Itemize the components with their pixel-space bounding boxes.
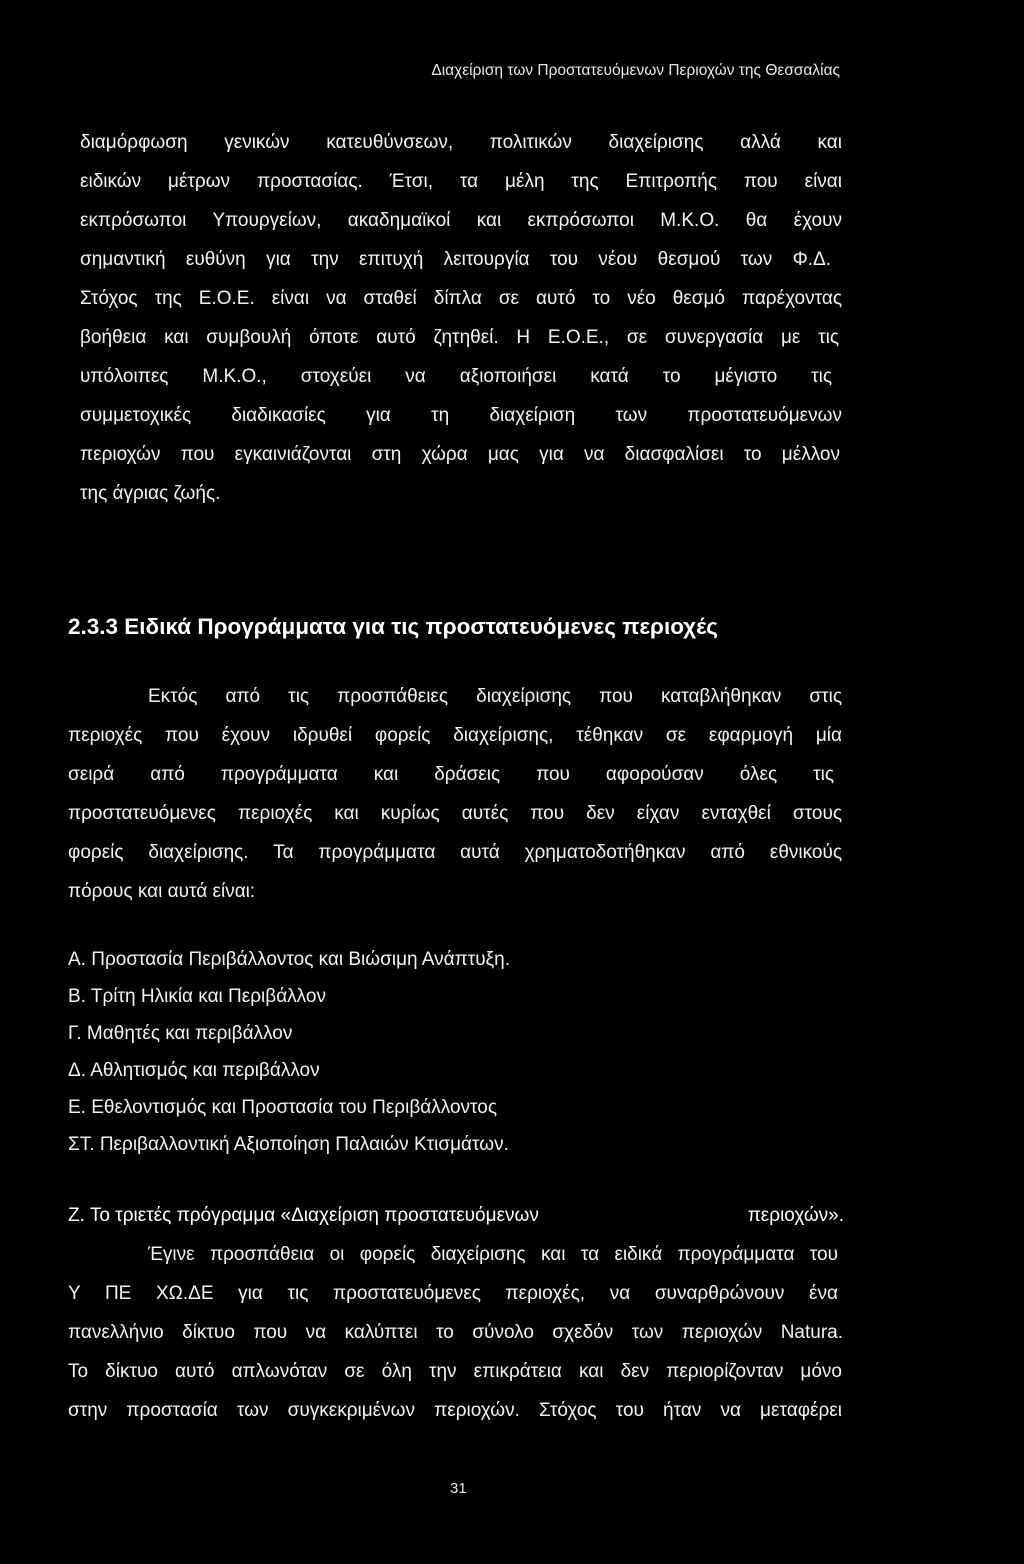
paragraph3-line-5: στην προστασία των συγκεκριμένων περιοχών. Στόχος του ήταν να μεταφέρει bbox=[68, 1400, 842, 1421]
paragraph2-line-2: περιοχές που έχουν ιδρυθεί φορείς διαχείρισης, τέθηκαν σε εφαρμογή μία bbox=[68, 725, 842, 746]
paragraph1-line-9: περιοχών που εγκαινιάζονται στη χώρα μας για να διασφαλίσει το μέλλον bbox=[80, 444, 840, 465]
paragraph2-line-1: Εκτός από τις προσπάθειες διαχείρισης που καταβλήθηκαν στις bbox=[148, 686, 842, 707]
program-item-st: ΣΤ. Περιβαλλοντική Αξιοποίηση Παλαιών Κτισμάτων. bbox=[68, 1134, 509, 1155]
paragraph1-line-1: διαμόρφωση γενικών κατευθύνσεων, πολιτικών διαχείρισης αλλά και bbox=[80, 132, 842, 153]
paragraph3-line-2: Υ ΠΕ ΧΩ.ΔΕ για τις προστατευόμενες περιοχές, να συναρθρώνουν ένα bbox=[68, 1283, 838, 1304]
paragraph2-line-5: φορείς διαχείρισης. Τα προγράμματα αυτά χρηματοδοτήθηκαν από εθνικούς bbox=[68, 842, 842, 863]
program-item-e: Ε. Εθελοντισμός και Προστασία του Περιβάλλοντος bbox=[68, 1097, 497, 1118]
paragraph1-line-10: της άγριας ζωής. bbox=[80, 483, 221, 504]
paragraph3-line-1: Έγινε προσπάθεια οι φορείς διαχείρισης και τα ειδικά προγράμματα του bbox=[148, 1244, 838, 1265]
program-item-z bbox=[68, 1205, 844, 1229]
page-number: 31 bbox=[450, 1480, 467, 1497]
paragraph1-line-4: σημαντική ευθύνη για την επιτυχή λειτουργία του νέου θεσμού των Φ.Δ. bbox=[80, 249, 831, 270]
program-item-c: Γ. Μαθητές και περιβάλλον bbox=[68, 1023, 293, 1044]
paragraph3-line-4: Το δίκτυο αυτό απλωνόταν σε όλη την επικράτεια και δεν περιορίζονταν μόνο bbox=[68, 1361, 842, 1382]
program-item-d: Δ. Αθλητισμός και περιβάλλον bbox=[68, 1060, 320, 1081]
program-item-z-end: περιοχών». bbox=[747, 1205, 844, 1226]
program-item-a: Α. Προστασία Περιβάλλοντος και Βιώσιμη Ανάπτυξη. bbox=[68, 949, 510, 970]
paragraph1-line-8: συμμετοχικές διαδικασίες για τη διαχείριση των προστατευόμενων bbox=[80, 405, 842, 426]
paragraph2-line-6: πόρους και αυτά είναι: bbox=[68, 881, 256, 902]
paragraph2-line-4: προστατευόμενες περιοχές και κυρίως αυτές που δεν είχαν ενταχθεί στους bbox=[68, 803, 842, 824]
program-item-z-text: Ζ. Το τριετές πρόγραμμα «Διαχείριση προστατευόμενων bbox=[68, 1205, 539, 1226]
program-item-b: Β. Τρίτη Ηλικία και Περιβάλλον bbox=[68, 986, 326, 1007]
paragraph2-line-3: σειρά από προγράμματα και δράσεις που αφορούσαν όλες τις bbox=[68, 764, 834, 785]
paragraph1-line-5: Στόχος της Ε.Ο.Ε. είναι να σταθεί δίπλα σε αυτό το νέο θεσμό παρέχοντας bbox=[80, 288, 842, 309]
paragraph1-line-7: υπόλοιπες Μ.Κ.Ο., στοχεύει να αξιοποιήσει κατά το μέγιστο τις bbox=[80, 366, 832, 387]
paragraph3-line-3: πανελλήνιο δίκτυο που να καλύπτει το σύνολο σχεδόν των περιοχών Natura. bbox=[68, 1322, 843, 1343]
running-header: Διαχείριση των Προστατευόμενων Περιοχών της Θεσσαλίας bbox=[431, 62, 840, 79]
paragraph1-line-3: εκπρόσωποι Υπουργείων, ακαδημαϊκοί και εκπρόσωποι Μ.Κ.Ο. θα έχουν bbox=[80, 210, 842, 231]
paragraph1-line-2: ειδικών μέτρων προστασίας. Έτσι, τα μέλη της Επιτροπής που είναι bbox=[80, 171, 842, 192]
paragraph1-line-6: βοήθεια και συμβουλή όποτε αυτό ζητηθεί. Η Ε.Ο.Ε., σε συνεργασία με τις bbox=[80, 327, 839, 348]
section-heading: 2.3.3 Ειδικά Προγράμματα για τις προστατευόμενες περιοχές bbox=[68, 614, 718, 639]
